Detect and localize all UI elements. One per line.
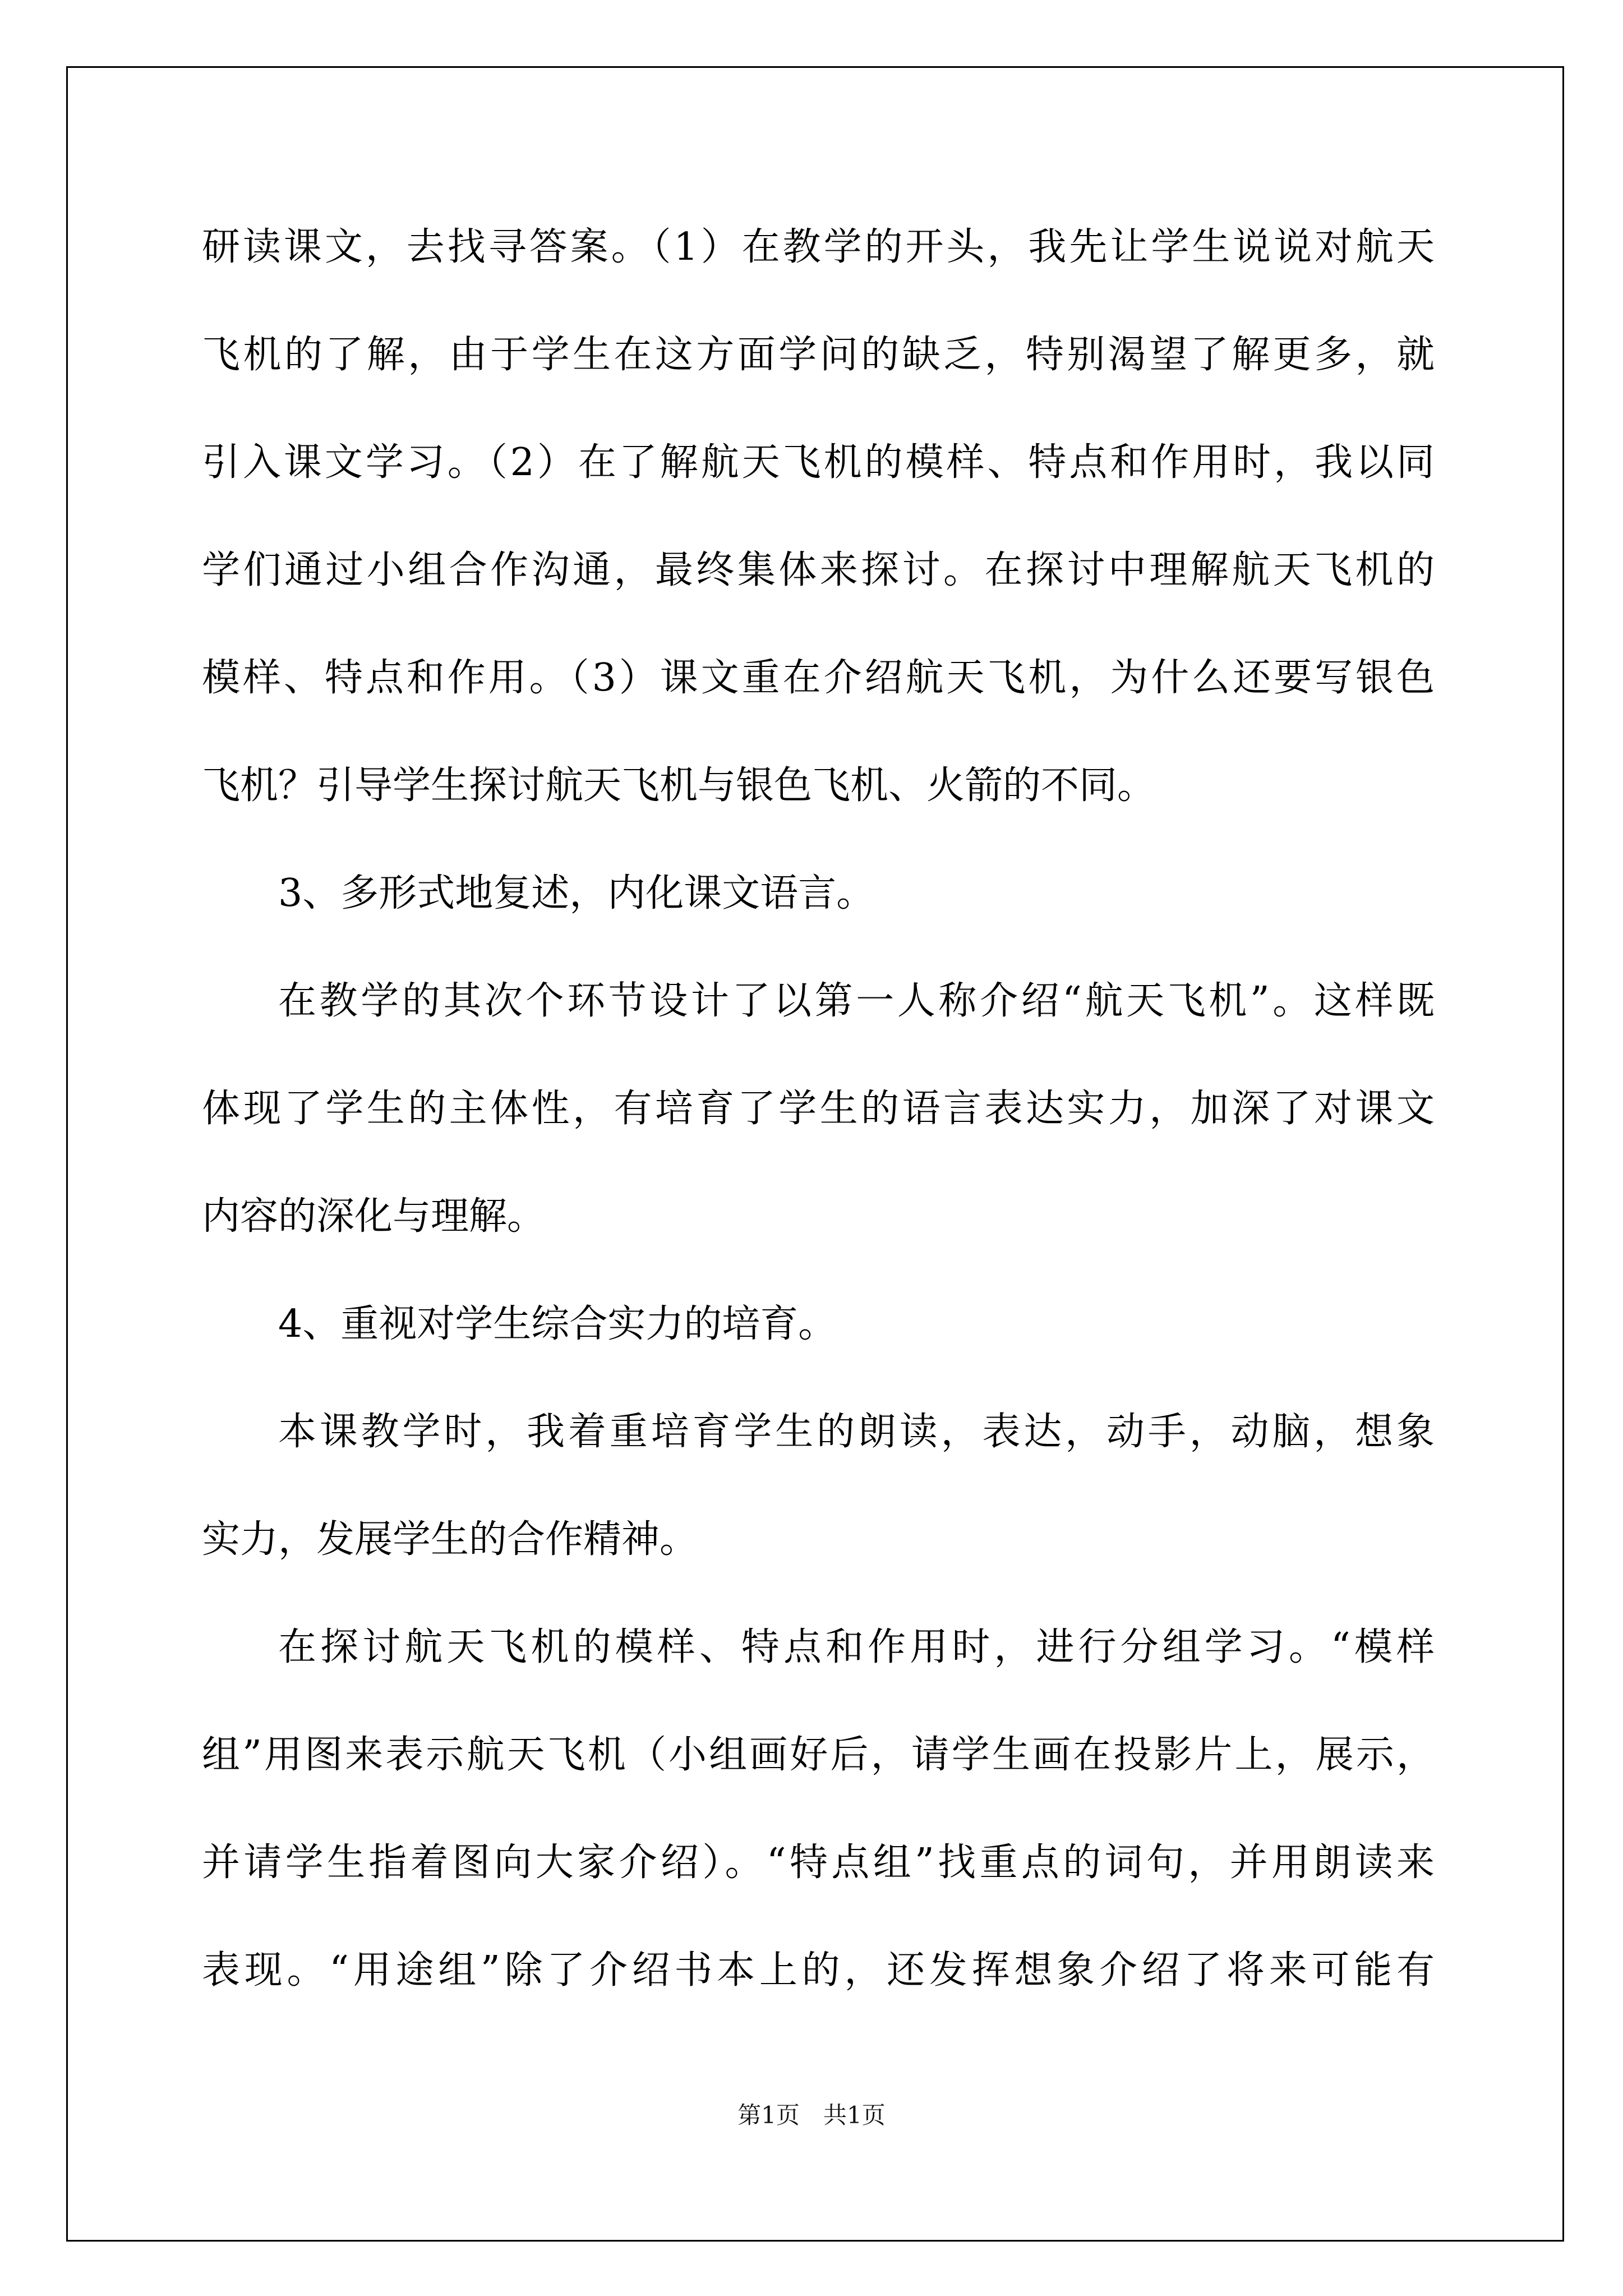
text-line: 飞机的了解，由于学生在这方面学问的缺乏，特别渴望了解更多，就 — [202, 333, 1435, 377]
text-line: 飞机？引导学生探讨航天飞机与银色飞机、火箭的不同。 — [202, 763, 1156, 808]
text-line: 组”用图来表示航天飞机（小组画好后，请学生画在投影片上，展示， — [202, 1733, 1435, 1777]
text-line: 引入课文学习。（2）在了解航天飞机的模样、特点和作用时，我以同 — [202, 440, 1435, 485]
section-heading-text: 4、重视对学生综合实力的培育。 — [278, 1302, 837, 1346]
paragraph-continued — [202, 194, 1435, 840]
section-heading-4 — [202, 1271, 1435, 1378]
text-line: 在教学的其次个环节设计了以第一人称介绍“航天飞机”。这样既 — [278, 979, 1435, 1023]
section-heading-3 — [202, 840, 1435, 947]
text-line: 模样、特点和作用。（3）课文重在介绍航天飞机，为什么还要写银色 — [202, 656, 1435, 700]
text-line: 本课教学时，我着重培育学生的朗读，表达，动手，动脑，想象 — [278, 1410, 1435, 1454]
text-line: 并请学生指着图向大家介绍）。“特点组”找重点的词句，并用朗读来 — [202, 1841, 1435, 1885]
page-number: 第1页 — [737, 2101, 800, 2129]
text-line: 在探讨航天飞机的模样、特点和作用时，进行分组学习。“模样 — [278, 1625, 1435, 1669]
section-heading-text: 3、多形式地复述，内化课文语言。 — [278, 871, 875, 915]
page-total: 共1页 — [823, 2101, 886, 2129]
text-line: 体现了学生的主体性，有培育了学生的语言表达实力，加深了对课文 — [202, 1087, 1435, 1131]
text-line: 表现。“用途组”除了介绍书本上的，还发挥想象介绍了将来可能有 — [202, 1948, 1435, 1993]
text-line: 学们通过小组合作沟通，最终集体来探讨。在探讨中理解航天飞机的 — [202, 548, 1435, 592]
text-line: 内容的深化与理解。 — [202, 1194, 546, 1239]
text-line: 研读课文，去找寻答案。（1）在教学的开头，我先让学生说说对航天 — [202, 225, 1435, 269]
paragraph — [202, 1378, 1435, 1594]
paragraph — [202, 1594, 1435, 2024]
text-line: 实力，发展学生的合作精神。 — [202, 1517, 698, 1562]
document-body — [202, 194, 1435, 2024]
page-footer — [0, 2101, 1623, 2130]
paragraph — [202, 947, 1435, 1271]
